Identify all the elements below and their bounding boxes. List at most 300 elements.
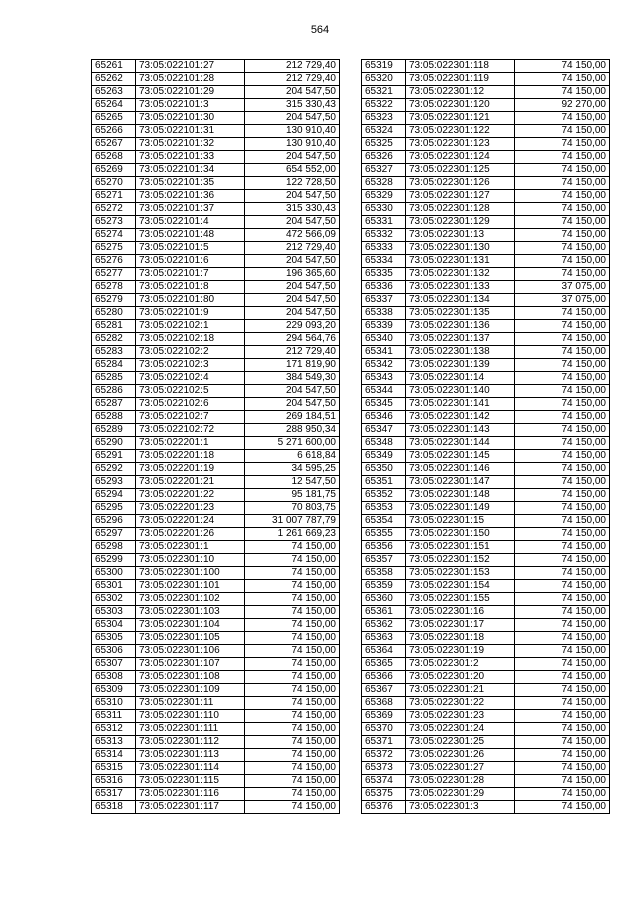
amount-cell: 74 150,00: [515, 385, 610, 398]
amount-cell: 74 150,00: [515, 125, 610, 138]
table-row: [362, 541, 610, 554]
table-row: [362, 372, 610, 385]
table-row: [92, 242, 340, 255]
amount-cell: 204 547,50: [245, 190, 340, 203]
table-row: [362, 515, 610, 528]
amount-cell: 74 150,00: [515, 307, 610, 320]
amount-cell: 288 950,34: [245, 424, 340, 437]
table-row: [362, 242, 610, 255]
amount-cell: 74 150,00: [515, 645, 610, 658]
cadastral-number-cell: 73:05:022301:100: [136, 567, 245, 580]
row-number-cell: 65291: [92, 450, 136, 463]
cadastral-number-cell: 73:05:022102:6: [136, 398, 245, 411]
page-number: 564: [310, 24, 330, 36]
cadastral-number-cell: 73:05:022301:121: [406, 112, 515, 125]
table-row: [362, 112, 610, 125]
table-row: [92, 593, 340, 606]
row-number-cell: 65295: [92, 502, 136, 515]
row-number-cell: 65322: [362, 99, 406, 112]
amount-cell: 74 150,00: [515, 489, 610, 502]
amount-cell: 74 150,00: [515, 619, 610, 632]
cadastral-number-cell: 73:05:022201:22: [136, 489, 245, 502]
cadastral-number-cell: 73:05:022301:11: [136, 697, 245, 710]
table-row: [362, 723, 610, 736]
cadastral-number-cell: 73:05:022101:37: [136, 203, 245, 216]
row-number-cell: 65297: [92, 528, 136, 541]
table-row: [362, 333, 610, 346]
table-row: [362, 385, 610, 398]
amount-cell: 34 595,25: [245, 463, 340, 476]
row-number-cell: 65339: [362, 320, 406, 333]
cadastral-number-cell: 73:05:022301:115: [136, 775, 245, 788]
table-row: [92, 606, 340, 619]
table-row: [92, 164, 340, 177]
row-number-cell: 65281: [92, 320, 136, 333]
row-number-cell: 65305: [92, 632, 136, 645]
cadastral-number-cell: 73:05:022101:30: [136, 112, 245, 125]
cadastral-number-cell: 73:05:022301:112: [136, 736, 245, 749]
row-number-cell: 65289: [92, 424, 136, 437]
amount-cell: 12 547,50: [245, 476, 340, 489]
amount-cell: 74 150,00: [515, 398, 610, 411]
row-number-cell: 65349: [362, 450, 406, 463]
table-row: [92, 294, 340, 307]
amount-cell: 74 150,00: [515, 775, 610, 788]
amount-cell: 74 150,00: [515, 658, 610, 671]
amount-cell: 74 150,00: [515, 762, 610, 775]
cadastral-number-cell: 73:05:022301:127: [406, 190, 515, 203]
row-number-cell: 65340: [362, 333, 406, 346]
amount-cell: 229 093,20: [245, 320, 340, 333]
table-row: [362, 463, 610, 476]
table-row: [362, 281, 610, 294]
table-row: [92, 385, 340, 398]
amount-cell: 294 564,76: [245, 333, 340, 346]
table-row: [362, 801, 610, 814]
amount-cell: 74 150,00: [245, 736, 340, 749]
amount-cell: 74 150,00: [245, 801, 340, 814]
cadastral-number-cell: 73:05:022301:142: [406, 411, 515, 424]
row-number-cell: 65334: [362, 255, 406, 268]
table-row: [92, 281, 340, 294]
amount-cell: 37 075,00: [515, 281, 610, 294]
amount-cell: 212 729,40: [245, 60, 340, 73]
table-row: [92, 684, 340, 697]
row-number-cell: 65359: [362, 580, 406, 593]
cadastral-number-cell: 73:05:022301:12: [406, 86, 515, 99]
amount-cell: 74 150,00: [245, 710, 340, 723]
table-row: [362, 424, 610, 437]
amount-cell: 74 150,00: [515, 177, 610, 190]
amount-cell: 74 150,00: [245, 645, 340, 658]
cadastral-number-cell: 73:05:022301:20: [406, 671, 515, 684]
cadastral-number-cell: 73:05:022301:135: [406, 307, 515, 320]
amount-cell: 74 150,00: [515, 86, 610, 99]
table-row: [362, 762, 610, 775]
amount-cell: 74 150,00: [515, 190, 610, 203]
row-number-cell: 65261: [92, 60, 136, 73]
row-number-cell: 65271: [92, 190, 136, 203]
cadastral-number-cell: 73:05:022101:32: [136, 138, 245, 151]
amount-cell: 212 729,40: [245, 242, 340, 255]
cadastral-number-cell: 73:05:022301:146: [406, 463, 515, 476]
row-number-cell: 65308: [92, 671, 136, 684]
row-number-cell: 65357: [362, 554, 406, 567]
cadastral-number-cell: 73:05:022102:2: [136, 346, 245, 359]
row-number-cell: 65362: [362, 619, 406, 632]
table-row: [362, 697, 610, 710]
cadastral-number-cell: 73:05:022301:143: [406, 424, 515, 437]
table-row: [362, 307, 610, 320]
amount-cell: 74 150,00: [245, 541, 340, 554]
amount-cell: 74 150,00: [515, 580, 610, 593]
amount-cell: 74 150,00: [515, 151, 610, 164]
row-number-cell: 65294: [92, 489, 136, 502]
table-row: [92, 359, 340, 372]
table-row: [92, 177, 340, 190]
amount-cell: 196 365,60: [245, 268, 340, 281]
table-row: [362, 138, 610, 151]
row-number-cell: 65345: [362, 398, 406, 411]
amount-cell: 74 150,00: [515, 554, 610, 567]
amount-cell: 74 150,00: [515, 541, 610, 554]
amount-cell: 204 547,50: [245, 398, 340, 411]
cadastral-number-cell: 73:05:022301:136: [406, 320, 515, 333]
cadastral-number-cell: 73:05:022301:151: [406, 541, 515, 554]
cadastral-number-cell: 73:05:022301:23: [406, 710, 515, 723]
cadastral-number-cell: 73:05:022301:27: [406, 762, 515, 775]
row-number-cell: 65290: [92, 437, 136, 450]
cadastral-number-cell: 73:05:022201:21: [136, 476, 245, 489]
row-number-cell: 65303: [92, 606, 136, 619]
table-row: [362, 86, 610, 99]
table-row: [362, 775, 610, 788]
cadastral-number-cell: 73:05:022301:29: [406, 788, 515, 801]
table-row: [362, 645, 610, 658]
amount-cell: 74 150,00: [245, 567, 340, 580]
row-number-cell: 65365: [362, 658, 406, 671]
table-row: [362, 632, 610, 645]
row-number-cell: 65373: [362, 762, 406, 775]
amount-cell: 74 150,00: [515, 320, 610, 333]
amount-cell: 204 547,50: [245, 255, 340, 268]
row-number-cell: 65329: [362, 190, 406, 203]
table-row: [92, 112, 340, 125]
amount-cell: 74 150,00: [515, 593, 610, 606]
table-row: [92, 658, 340, 671]
row-number-cell: 65331: [362, 216, 406, 229]
cadastral-number-cell: 73:05:022101:48: [136, 229, 245, 242]
cadastral-number-cell: 73:05:022102:3: [136, 359, 245, 372]
cadastral-number-cell: 73:05:022102:4: [136, 372, 245, 385]
cadastral-number-cell: 73:05:022301:22: [406, 697, 515, 710]
amount-cell: 74 150,00: [245, 684, 340, 697]
amount-cell: 74 150,00: [245, 593, 340, 606]
amount-cell: 1 261 669,23: [245, 528, 340, 541]
cadastral-number-cell: 73:05:022301:1: [136, 541, 245, 554]
amount-cell: 74 150,00: [515, 801, 610, 814]
row-number-cell: 65368: [362, 697, 406, 710]
cadastral-number-cell: 73:05:022101:6: [136, 255, 245, 268]
cadastral-number-cell: 73:05:022101:3: [136, 99, 245, 112]
row-number-cell: 65371: [362, 736, 406, 749]
table-row: [362, 606, 610, 619]
table-row: [92, 203, 340, 216]
amount-cell: 74 150,00: [245, 619, 340, 632]
cadastral-number-cell: 73:05:022301:148: [406, 489, 515, 502]
amount-cell: 204 547,50: [245, 281, 340, 294]
cadastral-number-cell: 73:05:022101:29: [136, 86, 245, 99]
amount-cell: 315 330,43: [245, 203, 340, 216]
amount-cell: 74 150,00: [515, 710, 610, 723]
cadastral-number-cell: 73:05:022301:2: [406, 658, 515, 671]
amount-cell: 74 150,00: [245, 671, 340, 684]
row-number-cell: 65321: [362, 86, 406, 99]
cadastral-number-cell: 73:05:022301:111: [136, 723, 245, 736]
amount-cell: 74 150,00: [515, 333, 610, 346]
cadastral-number-cell: 73:05:022301:16: [406, 606, 515, 619]
cadastral-number-cell: 73:05:022201:19: [136, 463, 245, 476]
amount-cell: 74 150,00: [515, 515, 610, 528]
amount-cell: 70 803,75: [245, 502, 340, 515]
table-row: [362, 164, 610, 177]
amount-cell: 74 150,00: [515, 476, 610, 489]
cadastral-number-cell: 73:05:022301:19: [406, 645, 515, 658]
table-row: [92, 580, 340, 593]
amount-cell: 95 181,75: [245, 489, 340, 502]
table-row: [362, 60, 610, 73]
amount-cell: 74 150,00: [515, 359, 610, 372]
cadastral-number-cell: 73:05:022301:109: [136, 684, 245, 697]
row-number-cell: 65360: [362, 593, 406, 606]
table-row: [92, 190, 340, 203]
amount-cell: 74 150,00: [245, 580, 340, 593]
cadastral-number-cell: 73:05:022101:9: [136, 307, 245, 320]
table-row: [362, 346, 610, 359]
cadastral-number-cell: 73:05:022301:137: [406, 333, 515, 346]
row-number-cell: 65300: [92, 567, 136, 580]
register-table-right-body: [362, 60, 610, 814]
amount-cell: 74 150,00: [515, 346, 610, 359]
table-row: [92, 60, 340, 73]
row-number-cell: 65367: [362, 684, 406, 697]
table-row: [92, 788, 340, 801]
table-row: [362, 489, 610, 502]
amount-cell: 74 150,00: [515, 463, 610, 476]
table-row: [362, 554, 610, 567]
row-number-cell: 65317: [92, 788, 136, 801]
cadastral-number-cell: 73:05:022101:8: [136, 281, 245, 294]
cadastral-number-cell: 73:05:022301:134: [406, 294, 515, 307]
amount-cell: 204 547,50: [245, 307, 340, 320]
row-number-cell: 65346: [362, 411, 406, 424]
cadastral-number-cell: 73:05:022301:144: [406, 437, 515, 450]
cadastral-number-cell: 73:05:022301:124: [406, 151, 515, 164]
row-number-cell: 65279: [92, 294, 136, 307]
cadastral-number-cell: 73:05:022301:120: [406, 99, 515, 112]
cadastral-number-cell: 73:05:022101:36: [136, 190, 245, 203]
row-number-cell: 65344: [362, 385, 406, 398]
cadastral-number-cell: 73:05:022201:26: [136, 528, 245, 541]
amount-cell: 212 729,40: [245, 346, 340, 359]
table-row: [362, 671, 610, 684]
cadastral-number-cell: 73:05:022301:103: [136, 606, 245, 619]
cadastral-number-cell: 73:05:022301:15: [406, 515, 515, 528]
cadastral-number-cell: 73:05:022301:141: [406, 398, 515, 411]
row-number-cell: 65286: [92, 385, 136, 398]
cadastral-number-cell: 73:05:022301:14: [406, 372, 515, 385]
cadastral-number-cell: 73:05:022201:23: [136, 502, 245, 515]
amount-cell: 74 150,00: [515, 112, 610, 125]
table-row: [92, 268, 340, 281]
table-row: [362, 437, 610, 450]
cadastral-number-cell: 73:05:022301:140: [406, 385, 515, 398]
cadastral-number-cell: 73:05:022301:154: [406, 580, 515, 593]
cadastral-number-cell: 73:05:022301:138: [406, 346, 515, 359]
table-row: [92, 411, 340, 424]
register-table-left: [91, 59, 340, 814]
amount-cell: 92 270,00: [515, 99, 610, 112]
cadastral-number-cell: 73:05:022101:34: [136, 164, 245, 177]
amount-cell: 74 150,00: [515, 60, 610, 73]
table-row: [92, 710, 340, 723]
table-row: [92, 567, 340, 580]
amount-cell: 74 150,00: [515, 73, 610, 86]
table-row: [362, 749, 610, 762]
row-number-cell: 65284: [92, 359, 136, 372]
row-number-cell: 65299: [92, 554, 136, 567]
amount-cell: 74 150,00: [515, 632, 610, 645]
cadastral-number-cell: 73:05:022301:106: [136, 645, 245, 658]
row-number-cell: 65312: [92, 723, 136, 736]
amount-cell: 6 618,84: [245, 450, 340, 463]
cadastral-number-cell: 73:05:022301:130: [406, 242, 515, 255]
table-row: [92, 450, 340, 463]
row-number-cell: 65304: [92, 619, 136, 632]
row-number-cell: 65314: [92, 749, 136, 762]
table-row: [92, 528, 340, 541]
row-number-cell: 65376: [362, 801, 406, 814]
cadastral-number-cell: 73:05:022101:35: [136, 177, 245, 190]
table-row: [92, 515, 340, 528]
cadastral-number-cell: 73:05:022301:25: [406, 736, 515, 749]
cadastral-number-cell: 73:05:022301:119: [406, 73, 515, 86]
table-row: [92, 138, 340, 151]
row-number-cell: 65354: [362, 515, 406, 528]
row-number-cell: 65307: [92, 658, 136, 671]
row-number-cell: 65366: [362, 671, 406, 684]
amount-cell: 171 819,90: [245, 359, 340, 372]
cadastral-number-cell: 73:05:022101:80: [136, 294, 245, 307]
row-number-cell: 65298: [92, 541, 136, 554]
row-number-cell: 65272: [92, 203, 136, 216]
table-row: [92, 476, 340, 489]
amount-cell: 74 150,00: [515, 424, 610, 437]
table-row: [362, 190, 610, 203]
row-number-cell: 65361: [362, 606, 406, 619]
table-row: [92, 723, 340, 736]
cadastral-number-cell: 73:05:022101:28: [136, 73, 245, 86]
row-number-cell: 65350: [362, 463, 406, 476]
row-number-cell: 65355: [362, 528, 406, 541]
table-row: [362, 125, 610, 138]
row-number-cell: 65327: [362, 164, 406, 177]
amount-cell: 204 547,50: [245, 385, 340, 398]
table-row: [92, 619, 340, 632]
table-row: [362, 658, 610, 671]
row-number-cell: 65285: [92, 372, 136, 385]
row-number-cell: 65313: [92, 736, 136, 749]
cadastral-number-cell: 73:05:022102:72: [136, 424, 245, 437]
row-number-cell: 65358: [362, 567, 406, 580]
cadastral-number-cell: 73:05:022301:24: [406, 723, 515, 736]
amount-cell: 74 150,00: [515, 437, 610, 450]
amount-cell: 74 150,00: [515, 567, 610, 580]
table-row: [362, 151, 610, 164]
row-number-cell: 65319: [362, 60, 406, 73]
table-row: [92, 463, 340, 476]
amount-cell: 37 075,00: [515, 294, 610, 307]
amount-cell: 5 271 600,00: [245, 437, 340, 450]
amount-cell: 74 150,00: [245, 697, 340, 710]
amount-cell: 74 150,00: [515, 216, 610, 229]
table-row: [92, 645, 340, 658]
amount-cell: 212 729,40: [245, 73, 340, 86]
amount-cell: 74 150,00: [245, 775, 340, 788]
row-number-cell: 65318: [92, 801, 136, 814]
row-number-cell: 65276: [92, 255, 136, 268]
row-number-cell: 65275: [92, 242, 136, 255]
cadastral-number-cell: 73:05:022301:116: [136, 788, 245, 801]
row-number-cell: 65265: [92, 112, 136, 125]
table-row: [92, 99, 340, 112]
amount-cell: 204 547,50: [245, 151, 340, 164]
table-row: [362, 450, 610, 463]
row-number-cell: 65323: [362, 112, 406, 125]
cadastral-number-cell: 73:05:022301:131: [406, 255, 515, 268]
amount-cell: 74 150,00: [515, 164, 610, 177]
table-row: [362, 203, 610, 216]
amount-cell: 74 150,00: [515, 255, 610, 268]
table-row: [92, 762, 340, 775]
amount-cell: 74 150,00: [515, 749, 610, 762]
amount-cell: 315 330,43: [245, 99, 340, 112]
row-number-cell: 65302: [92, 593, 136, 606]
row-number-cell: 65264: [92, 99, 136, 112]
amount-cell: 472 566,09: [245, 229, 340, 242]
cadastral-number-cell: 73:05:022101:33: [136, 151, 245, 164]
row-number-cell: 65338: [362, 307, 406, 320]
table-row: [362, 320, 610, 333]
row-number-cell: 65278: [92, 281, 136, 294]
table-row: [362, 398, 610, 411]
table-row: [92, 502, 340, 515]
amount-cell: 204 547,50: [245, 294, 340, 307]
cadastral-number-cell: 73:05:022102:5: [136, 385, 245, 398]
cadastral-number-cell: 73:05:022102:1: [136, 320, 245, 333]
row-number-cell: 65280: [92, 307, 136, 320]
row-number-cell: 65277: [92, 268, 136, 281]
table-row: [362, 502, 610, 515]
cadastral-number-cell: 73:05:022301:155: [406, 593, 515, 606]
cadastral-number-cell: 73:05:022301:102: [136, 593, 245, 606]
cadastral-number-cell: 73:05:022301:108: [136, 671, 245, 684]
amount-cell: 74 150,00: [515, 138, 610, 151]
register-table-right: [361, 59, 610, 814]
row-number-cell: 65369: [362, 710, 406, 723]
table-row: [92, 632, 340, 645]
table-row: [362, 788, 610, 801]
